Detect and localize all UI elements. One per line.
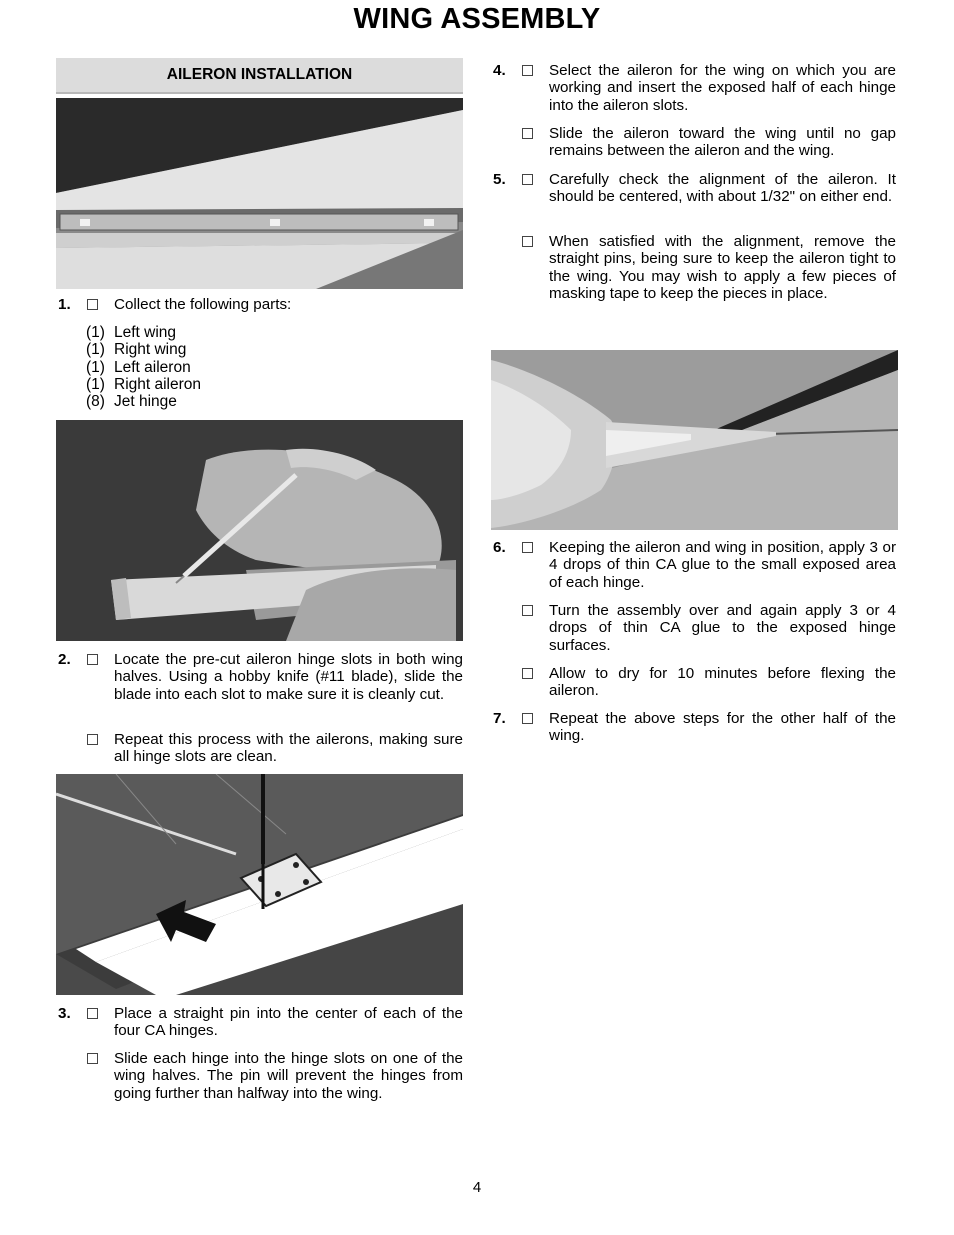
step-3-text: Place a straight pin into the center of each of the four CA hinges. (114, 1005, 463, 1040)
section-heading: AILERON INSTALLATION (56, 58, 463, 94)
step-number: 7. (493, 710, 506, 727)
photo-ca-glue-bottle (491, 350, 898, 530)
step-number: 5. (493, 171, 506, 188)
step-7-text: Repeat the above steps for the other half of the wing. (549, 710, 896, 745)
checkbox-step-6b[interactable] (522, 605, 533, 616)
checkbox-step-2b[interactable] (87, 734, 98, 745)
parts-list (86, 324, 201, 410)
photo-hobby-knife (56, 420, 463, 641)
list-item: (1) Left wing (86, 324, 177, 341)
step-5b-text: When satisfied with the alignment, remove the straight pins, being sure to keep the aileron tight to the wing. You may wish to apply a few pieces of masking tape to keep the pieces in place. (549, 233, 896, 302)
list-item: (8) Jet hinge (86, 393, 177, 411)
checkbox-step-6[interactable] (522, 542, 533, 553)
checkbox-step-5[interactable] (522, 174, 533, 185)
checkbox-step-4[interactable] (522, 65, 533, 76)
step-4b-text: Slide the aileron toward the wing until no gap remains between the aileron and the wing. (549, 125, 896, 160)
checkbox-step-1[interactable] (87, 299, 98, 310)
step-6c-text: Allow to dry for 10 minutes before flexing the aileron. (549, 665, 896, 700)
step-number: 2. (58, 651, 71, 668)
list-item: (1) Left aileron (86, 358, 191, 376)
checkbox-step-7[interactable] (522, 713, 533, 724)
list-item: (1) Right wing (86, 341, 187, 359)
step-5-text: Carefully check the alignment of the aileron. It should be centered, with about 1/32" on either end. (549, 171, 896, 206)
list-item: (1) Right aileron (86, 375, 202, 393)
checkbox-step-5b[interactable] (522, 236, 533, 247)
step-1-text: Collect the following parts: (114, 296, 292, 313)
checkbox-step-4b[interactable] (522, 128, 533, 139)
step-number: 1. (58, 296, 71, 313)
step-4-text: Select the aileron for the wing on which you are working and insert the exposed half of each hinge into the aileron slots. (549, 62, 896, 114)
step-6-text: Keeping the aileron and wing in position, apply 3 or 4 drops of thin CA glue to the small exposed area of each hinge. (549, 539, 896, 591)
page-number: 4 (472, 1179, 482, 1196)
illustration-hinge-with-pin (56, 774, 463, 995)
step-6b-text: Turn the assembly over and again apply 3 or 4 drops of thin CA glue to the exposed hinge surfaces. (549, 602, 896, 654)
checkbox-step-3[interactable] (87, 1008, 98, 1019)
step-number: 4. (493, 62, 506, 79)
step-2-text: Locate the pre-cut aileron hinge slots in both wing halves. Using a hobby knife (#11 blade), slide the blade into each slot to make sure it is cleanly cut. (114, 651, 463, 703)
step-2b-text: Repeat this process with the ailerons, making sure all hinge slots are clean. (114, 731, 463, 766)
photo-wing-and-aileron (56, 98, 463, 289)
step-number: 3. (58, 1005, 71, 1022)
checkbox-step-6c[interactable] (522, 668, 533, 679)
checkbox-step-2[interactable] (87, 654, 98, 665)
checkbox-step-3b[interactable] (87, 1053, 98, 1064)
step-number: 6. (493, 539, 506, 556)
step-3b-text: Slide each hinge into the hinge slots on one of the wing halves. The pin will prevent the hinges from going further than halfway into the wing. (114, 1050, 463, 1102)
page-title: WING ASSEMBLY (353, 3, 601, 35)
